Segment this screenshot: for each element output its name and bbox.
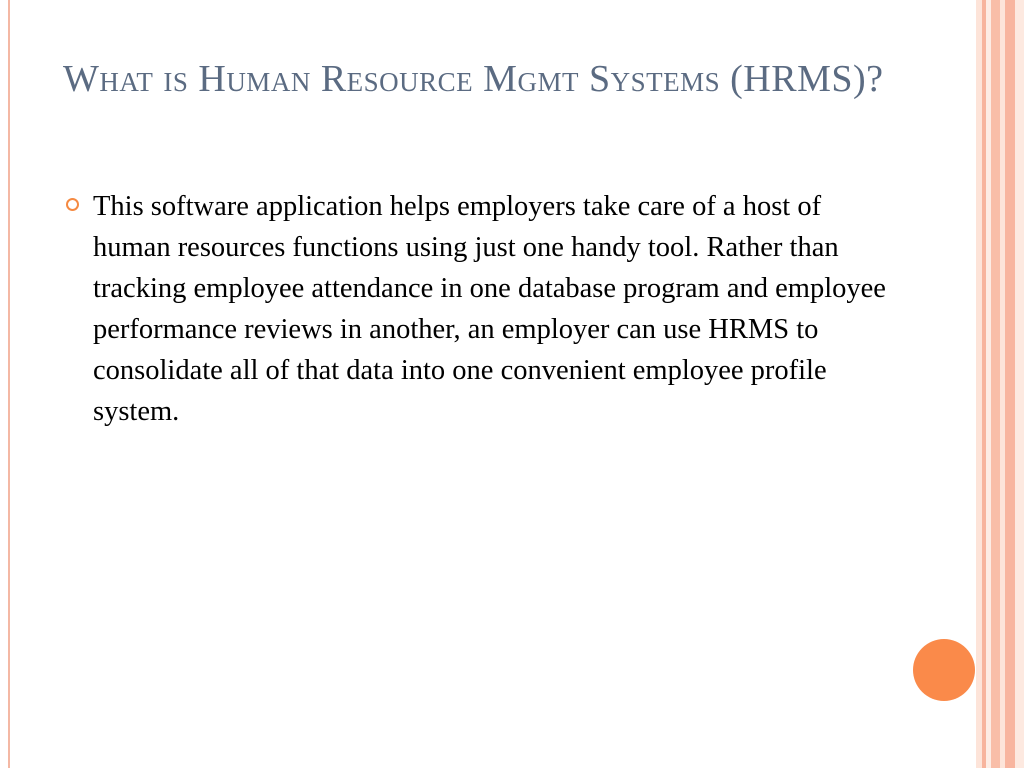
bullet-list (66, 186, 886, 432)
right-stripe-4 (991, 0, 1000, 768)
left-border-line (8, 0, 10, 768)
bullet-text: This software application helps employers take care of a host of human resources functions using just one handy tool. Rather than tracking employee attendance in one database program and employee performance reviews in another, an employer can use HRMS to consolidate all of that data into one convenient employee profile system. (93, 191, 886, 427)
right-stripe-7 (1015, 0, 1024, 768)
orange-circle-decoration-icon (913, 639, 975, 701)
bullet-item (66, 186, 886, 432)
slide-title: What is Human Resource Mgmt Systems (HRMS)? (63, 58, 884, 100)
right-stripe-6 (1005, 0, 1015, 768)
hollow-circle-bullet-icon (66, 198, 79, 211)
